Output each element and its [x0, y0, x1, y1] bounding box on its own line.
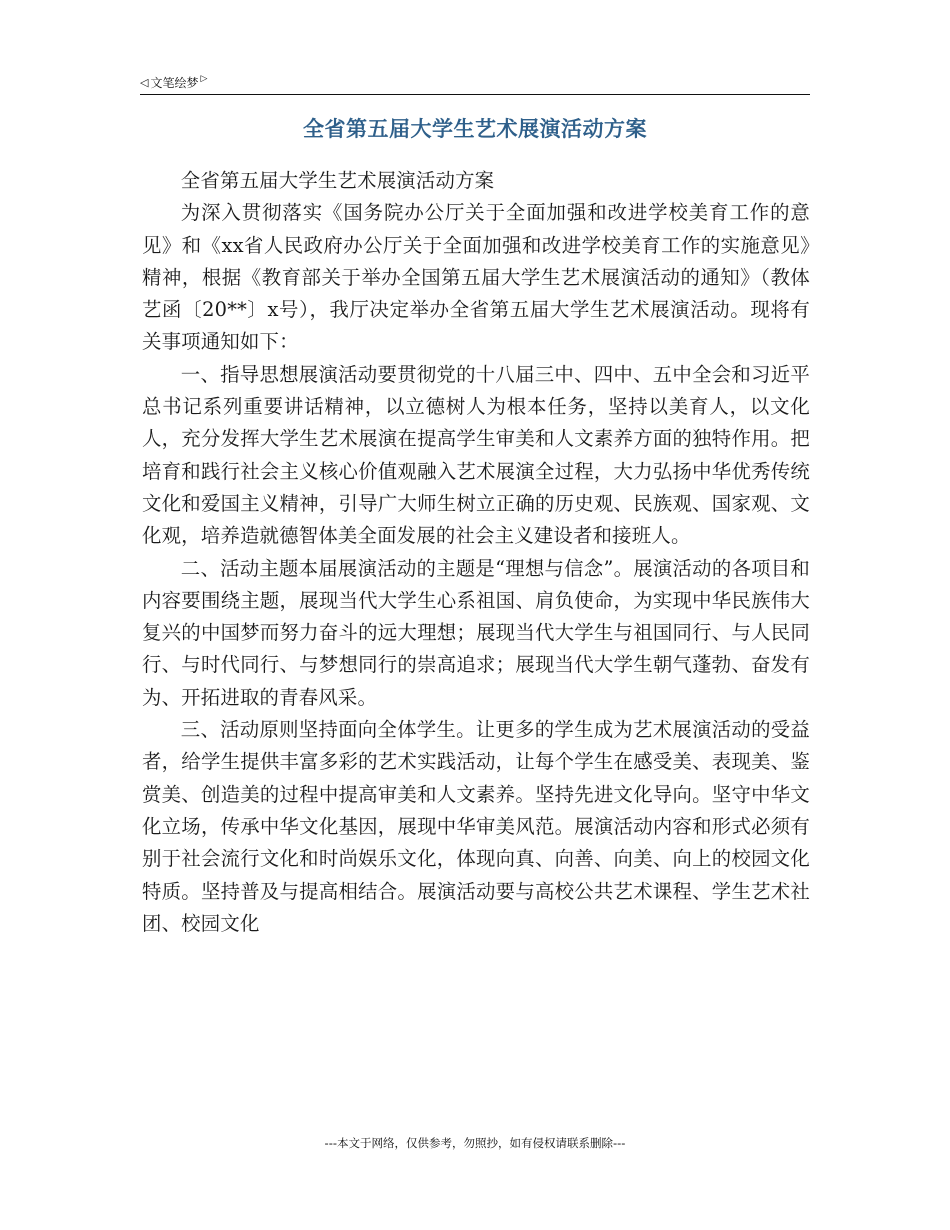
paragraph-intro: 为深入贯彻落实《国务院办公厅关于全面加强和改进学校美育工作的意见》和《xx省人民政府办公厅关于全面加强和改进学校美育工作的实施意见》精神，根据《教育部关于举办全国第五届大学生艺术展演活动的通知》（教体艺函〔20**〕x号），我厅决定举办全省第五届大学生艺术展演活动。现将有关事项通知如下： [142, 201, 810, 354]
paragraph-principles: 三、活动原则坚持面向全体学生。让更多的学生成为艺术展演活动的受益者，给学生提供丰富多彩的艺术实践活动，让每个学生在感受美、表现美、鉴赏美、创造美的过程中提高审美和人文素养。坚持先进文化导向。坚守中华文化立场，传承中华文化基因，展现中华审美风范。展演活动内容和形式必须有别于社会流行文化和时尚娱乐文化，体现向真、向善、向美、向上的校园文化特质。坚持普及与提高相结合。展演活动要与高校公共艺术课程、学生艺术社团、校园文化 [142, 718, 810, 935]
left-triangle-icon: ◁ [140, 76, 149, 89]
right-triangle-icon: ▷ [200, 74, 208, 84]
brand-logo [140, 74, 207, 91]
document-title: 全省第五届大学生艺术展演活动方案 [303, 117, 647, 141]
document-body [142, 165, 810, 940]
page-header [140, 72, 810, 95]
paragraph-theme: 二、活动主题本届展演活动的主题是“理想与信念”。展演活动的各项目和内容要围绕主题，展现当代大学生心系祖国、肩负使命，为实现中华民族伟大复兴的中国梦而努力奋斗的远大理想；展现当代大学生与祖国同行、与人民同行、与时代同行、与梦想同行的崇高追求；展现当代大学生朝气蓬勃、奋发有为、开拓进取的青春风采。 [142, 556, 810, 709]
brand-name: 文笔绘梦 [150, 76, 199, 90]
paragraph-guiding-thought: 一、指导思想展演活动要贯彻党的十八届三中、四中、五中全会和习近平总书记系列重要讲话精神，以立德树人为根本任务，坚持以美育人，以文化人，充分发挥大学生艺术展演在提高学生审美和人文素养方面的独特作用。把培育和践行社会主义核心价值观融入艺术展演全过程，大力弘扬中华优秀传统文化和爱国主义精神，引导广大师生树立正确的历史观、民族观、国家观、文化观，培养造就德智体美全面发展的社会主义建设者和接班人。 [142, 362, 810, 548]
page-footer: ---本文于网络，仅供参考，勿照抄，如有侵权请联系删除--- [324, 1136, 626, 1150]
paragraph-subtitle: 全省第五届大学生艺术展演活动方案 [180, 169, 495, 192]
